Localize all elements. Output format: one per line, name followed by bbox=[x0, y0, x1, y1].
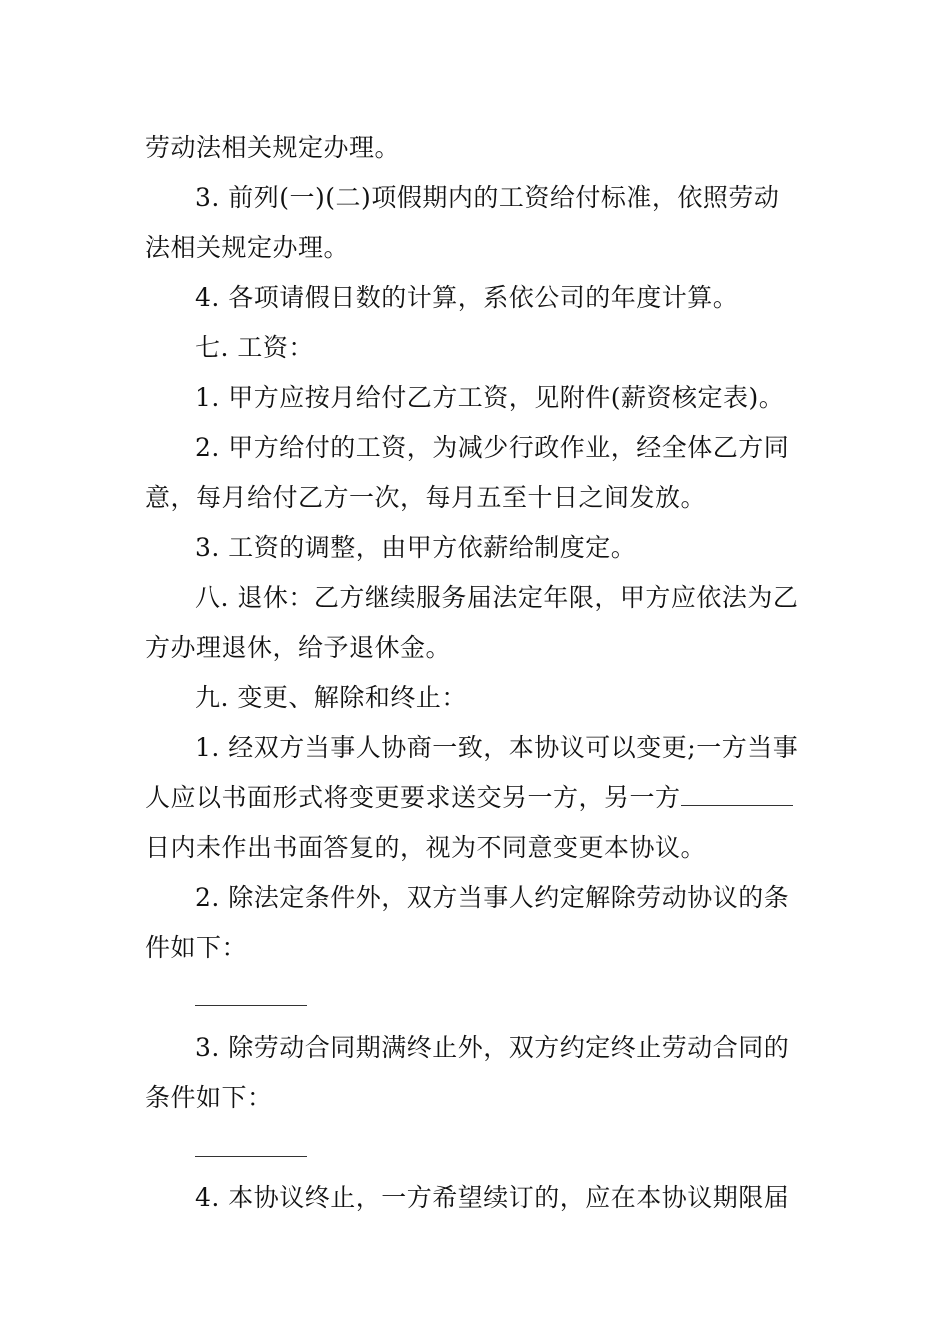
section-heading: 八. 退休：乙方继续服务届法定年限，甲方应依法为乙 bbox=[195, 583, 799, 612]
text-line: 法相关规定办理。 bbox=[145, 233, 350, 262]
text-line: 3. 前列(一)(二)项假期内的工资给付标准，依照劳动 bbox=[195, 183, 780, 212]
fill-in-blank bbox=[195, 1005, 307, 1006]
fill-in-blank bbox=[195, 1156, 307, 1157]
text-line: 1. 甲方应按月给付乙方工资，见附件(薪资核定表)。 bbox=[195, 383, 785, 412]
text-line: 方办理退休，给予退休金。 bbox=[145, 633, 452, 662]
text-line-with-blank bbox=[145, 783, 793, 813]
text-line: 条件如下： bbox=[145, 1083, 273, 1112]
text-line: 4. 各项请假日数的计算，系依公司的年度计算。 bbox=[195, 283, 739, 312]
text-line: 3. 工资的调整，由甲方依薪给制度定。 bbox=[195, 533, 637, 562]
text-line: 4. 本协议终止，一方希望续订的，应在本协议期限届 bbox=[195, 1183, 790, 1212]
text-line: 2. 除法定条件外，双方当事人约定解除劳动协议的条 bbox=[195, 883, 790, 912]
text-line: 1. 经双方当事人协商一致，本协议可以变更;一方当事 bbox=[195, 733, 799, 762]
text-segment: 人应以书面形式将变更要求送交另一方，另一方 bbox=[145, 783, 681, 812]
text-line: 日内未作出书面答复的，视为不同意变更本协议。 bbox=[145, 833, 707, 862]
text-line: 3. 除劳动合同期满终止外，双方约定终止劳动合同的 bbox=[195, 1033, 790, 1062]
section-heading: 七. 工资： bbox=[195, 333, 314, 362]
text-line: 件如下： bbox=[145, 933, 248, 962]
text-line: 意，每月给付乙方一次，每月五至十日之间发放。 bbox=[145, 483, 707, 512]
text-line: 2. 甲方给付的工资，为减少行政作业，经全体乙方同 bbox=[195, 433, 790, 462]
fill-in-blank bbox=[681, 783, 793, 806]
text-line: 劳动法相关规定办理。 bbox=[145, 133, 401, 162]
section-heading: 九. 变更、解除和终止： bbox=[195, 683, 467, 712]
